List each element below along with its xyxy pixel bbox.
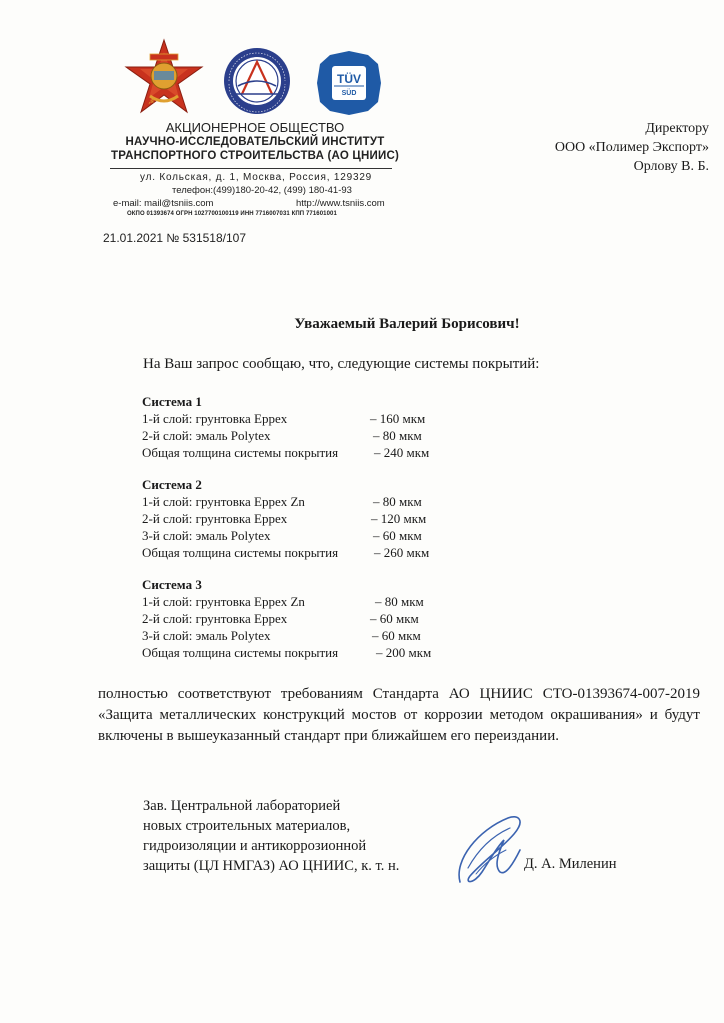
coating-system [142, 476, 430, 561]
org-phone: телефон:(499)180-20-42, (499) 180-41-93 [172, 185, 352, 196]
layer-label: 3-й слой: эмаль Polytex [142, 628, 271, 643]
layer-thickness: – 80 мкм [373, 428, 422, 443]
signer-name: Д. А. Миленин [524, 856, 617, 872]
layer-label: 1-й слой: грунтовка Eppex [142, 411, 288, 426]
layer-thickness: – 60 мкм [373, 528, 422, 543]
institute-emblem-logo [222, 46, 292, 116]
total-thickness: – 200 мкм [376, 645, 432, 660]
order-star-logo [124, 38, 204, 118]
layer-thickness: – 80 мкм [373, 494, 422, 509]
layer-row [142, 427, 422, 444]
layer-thickness: – 60 мкм [370, 611, 419, 626]
layer-label: 1-й слой: грунтовка Eppex Zn [142, 594, 305, 609]
layer-row [142, 410, 426, 427]
layer-label: 2-й слой: грунтовка Eppex [142, 611, 288, 626]
layer-row [142, 610, 419, 627]
coating-system [142, 576, 432, 661]
signatory-title-line: Зав. Центральной лабораторией [143, 798, 341, 814]
system-title: Система 2 [142, 477, 202, 492]
layer-thickness: – 160 мкм [370, 411, 426, 426]
signatory-title-line: новых строительных материалов, [143, 818, 351, 834]
tuv-bottom-text: SÜD [341, 90, 357, 97]
layer-thickness: – 60 мкм [372, 628, 421, 643]
total-label: Общая толщина системы покрытия [142, 545, 339, 560]
layer-thickness: – 120 мкм [371, 511, 427, 526]
intro-text: На Ваш запрос сообщаю, что, следующие системы покрытий: [143, 356, 540, 372]
svg-text:☭: ☭ [148, 98, 155, 106]
org-name-line-1: НАУЧНО-ИССЛЕДОВАТЕЛЬСКИЙ ИНСТИТУТ [125, 136, 385, 148]
handwritten-signature [448, 810, 530, 890]
conclusion-paragraph: полностью соответствуют требованиям Стандарта АО ЦНИИС СТО-01393674-007-2019 «Защита металлических конструкций мостов от коррозии методом окрашивания» и будут включены в вышеуказанный стандарт при ближайшем его переиздании. [98, 686, 700, 744]
addressee-name: Орлову В. Б. [633, 159, 709, 174]
total-row [142, 544, 430, 561]
letter-date-number: 21.01.2021 № 531518/107 [103, 231, 246, 245]
layer-thickness: – 80 мкм [375, 594, 424, 609]
tuv-top-text: TÜV [337, 72, 361, 86]
signatory-title [143, 796, 399, 876]
total-label: Общая толщина системы покрытия [142, 645, 339, 660]
org-address: ул. Кольская, д. 1, Москва, Россия, 129329 [140, 172, 373, 183]
layer-label: 2-й слой: эмаль Polytex [142, 428, 271, 443]
total-label: Общая толщина системы покрытия [142, 445, 339, 460]
layer-row [142, 593, 424, 610]
layer-row [142, 510, 427, 527]
addressee-company: ООО «Полимер Экспорт» [554, 140, 709, 155]
total-thickness: – 260 мкм [374, 545, 430, 560]
coating-system [142, 393, 430, 461]
layer-label: 2-й слой: грунтовка Eppex [142, 511, 288, 526]
layer-label: 1-й слой: грунтовка Eppex Zn [142, 494, 305, 509]
org-registration: ОКПО 01393674 ОГРН 1027700100119 ИНН 7716007031 КПП 771601001 [127, 211, 337, 217]
total-row [142, 644, 432, 661]
org-type: АКЦИОНЕРНОЕ ОБЩЕСТВО [165, 120, 345, 135]
org-name-line-2: ТРАНСПОРТНОГО СТРОИТЕЛЬСТВА (АО ЦНИИС) [111, 150, 399, 162]
layer-row [142, 493, 422, 510]
total-thickness: – 240 мкм [374, 445, 430, 460]
system-title: Система 3 [142, 577, 202, 592]
header-divider [110, 168, 392, 169]
greeting: Уважаемый Валерий Борисович! [294, 316, 520, 332]
system-title: Система 1 [142, 394, 202, 409]
layer-label: 3-й слой: эмаль Polytex [142, 528, 271, 543]
signatory-title-line: защиты (ЦЛ НМГАЗ) АО ЦНИИС, к. т. н. [143, 858, 400, 874]
layer-row [142, 527, 422, 544]
tuv-sud-logo [316, 50, 382, 116]
total-row [142, 444, 430, 461]
org-email: e-mail: mail@tsniis.com [113, 198, 214, 209]
signatory-title-line: гидроизоляции и антикоррозионной [143, 838, 367, 854]
org-website: http://www.tsniis.com [296, 198, 385, 209]
layer-row [142, 627, 421, 644]
addressee-position: Директору [645, 121, 709, 136]
